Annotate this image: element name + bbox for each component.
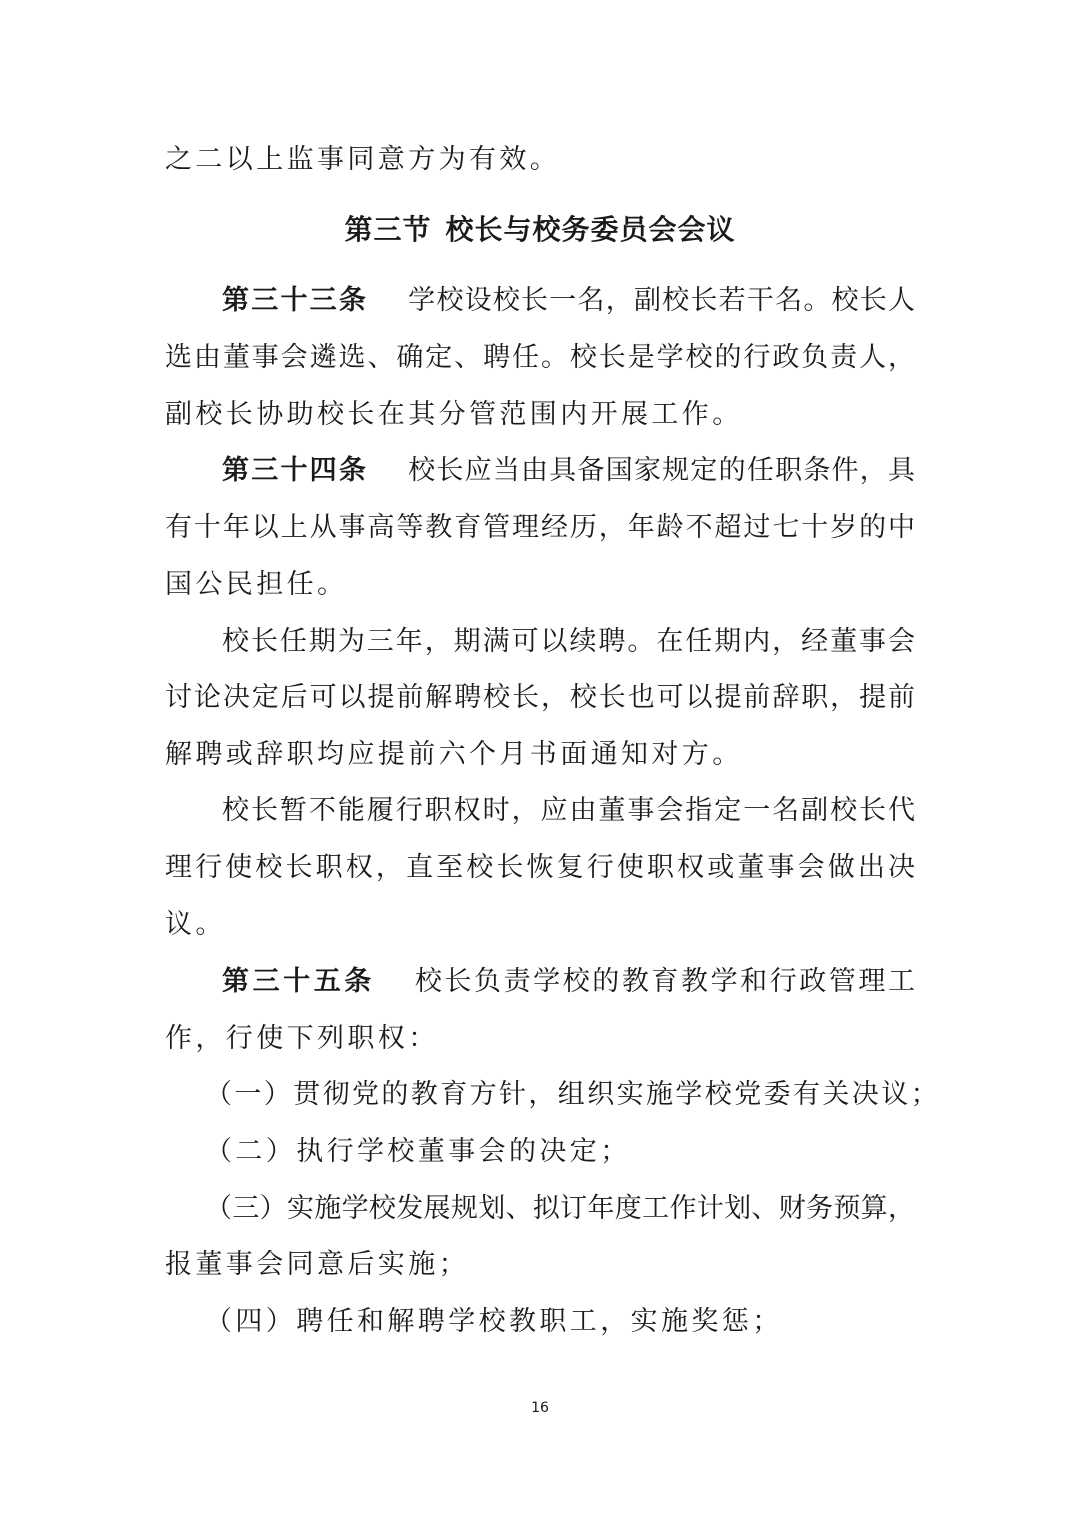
article-34-label: 第三十四条 [222,455,369,486]
article-34-p2-line-3: 解聘或辞职均应提前六个月书面通知对方。 [165,739,743,770]
article-34-p3-line-1: 校长暂不能履行职权时，应由董事会指定一名副校长代 [222,795,915,826]
article-35-item-4: （四）聘任和解聘学校教职工，实施奖惩； [205,1306,783,1337]
article-34-text-1: 校长应当由具备国家规定的任职条件，具 [408,455,916,486]
section-title: 校长与校务委员会会议 [445,213,736,246]
section-label: 第三节 [344,213,432,246]
article-33-line-2: 选由董事会遴选、确定、聘任。校长是学校的行政负责人， [165,342,915,373]
article-35-line-2: 作，行使下列职权： [165,1023,439,1054]
section-heading [0,210,1080,250]
page-number: 16 [531,1400,549,1416]
article-34-line-1 [222,451,915,491]
article-34-p3-line-3: 议。 [165,909,226,940]
article-34-line-3: 国公民担任。 [165,569,348,600]
article-35-line-1 [222,962,915,1002]
article-33-label: 第三十三条 [222,285,369,316]
article-33-line-3: 副校长协助校长在其分管范围内开展工作。 [165,399,743,430]
article-35-item-1: （一）贯彻党的教育方针，组织实施学校党委有关决议； [205,1079,940,1110]
article-35-label: 第三十五条 [222,966,375,997]
article-35-item-2: （二）执行学校董事会的决定； [205,1136,631,1167]
article-34-p2-line-1: 校长任期为三年，期满可以续聘。在任期内，经董事会 [222,626,915,657]
article-33-line-1 [222,281,915,321]
article-35-item-3-line-1: （三）实施学校发展规划、拟订年度工作计划、财务预算， [205,1193,915,1224]
article-35-text-1: 校长负责学校的教育教学和行政管理工 [414,966,916,997]
article-34-p3-line-2: 理行使校长职权，直至校长恢复行使职权或董事会做出决 [165,852,915,883]
article-34-line-2: 有十年以上从事高等教育管理经历，年龄不超过七十岁的中 [165,512,915,543]
paragraph-continuation: 之二以上监事同意方为有效。 [165,144,561,175]
article-34-p2-line-2: 讨论决定后可以提前解聘校长，校长也可以提前辞职，提前 [165,682,915,713]
article-35-item-3-line-2: 报董事会同意后实施； [165,1249,469,1280]
article-33-text-1: 学校设校长一名，副校长若干名。校长人 [408,285,916,316]
